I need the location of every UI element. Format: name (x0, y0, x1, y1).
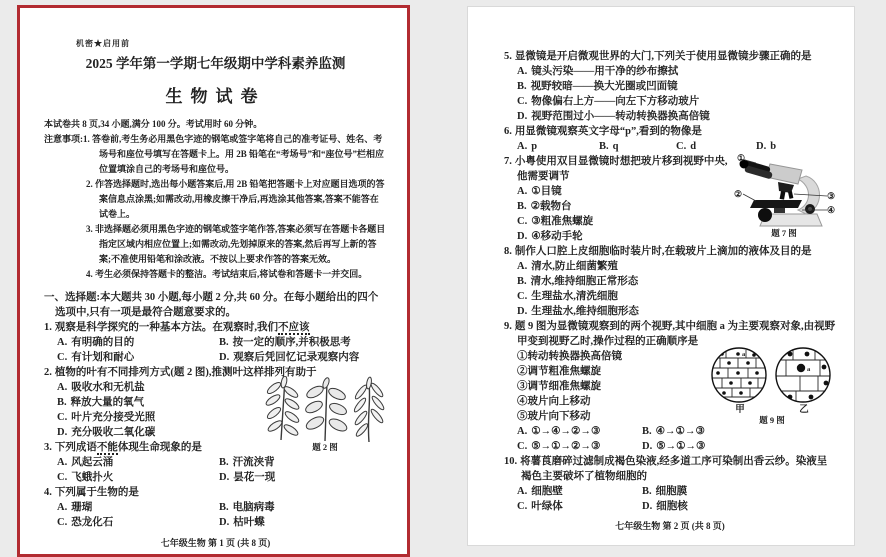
option-group (517, 64, 836, 124)
stem-text: 观察是科学探究的一种基本方法。在观察时,我们 (54, 322, 278, 333)
option-text: 昙花一现 (233, 472, 276, 483)
page-footer: 七年级生物 第 1 页 (共 8 页) (160, 538, 271, 548)
option-text: ③粗准焦螺旋 (531, 216, 594, 227)
callout-4: ④ (827, 205, 836, 215)
option-group (57, 455, 387, 485)
option-text: 枯叶蝶 (233, 517, 265, 528)
note-item: 4. 考生必须保持答题卡的整洁。考试结束后,将试卷和答题卡一并交回。 (86, 269, 368, 279)
option-d (642, 499, 836, 514)
step-item: ③调节细准焦螺旋 (517, 381, 601, 392)
option-letter: D. (57, 427, 68, 438)
option-c (57, 350, 219, 365)
callout-1: ① (737, 153, 746, 163)
stem-text: 下列属于生物的是 (54, 487, 139, 498)
stem-text: 题 9 图为显微镜观察到的两个视野,其中细胞 a 为主要观察对象,由视野甲变到视野乙时,操作过程的正确顺序是 (514, 321, 836, 347)
question-6 (504, 124, 836, 154)
step-item: ①转动转换器换高倍镜 (517, 351, 622, 362)
question-number: 1. (44, 322, 52, 333)
question-number: 3. (44, 442, 52, 453)
question-7 (504, 154, 836, 244)
option-letter: D. (642, 501, 653, 512)
option-text: p (531, 141, 538, 152)
emphasized-text: 不应该 (278, 322, 310, 333)
option-text: 细胞壁 (531, 486, 563, 497)
field-label-yi: 乙 (799, 405, 809, 415)
microscope-illustration (732, 152, 836, 228)
cell-a-label-left: a (742, 351, 746, 358)
option-text: 观察后凭回忆记录观察内容 (233, 352, 360, 363)
question-stem (44, 485, 387, 500)
option-letter: C. (57, 412, 68, 423)
exam-title: 2025 学年第一学期七年级期中学科素养监测 (85, 56, 346, 71)
question-number: 9. (504, 321, 512, 332)
option-c (517, 499, 642, 514)
exam-info: 本试卷共 8 页,34 小题,满分 100 分。考试用时 60 分钟。 (44, 119, 263, 129)
option-c (517, 289, 836, 304)
stem-text: 小粤使用双目显微镜时想把玻片移到视野中央,他需要调节 (514, 156, 728, 182)
option-text: q (612, 141, 619, 152)
option-letter: B. (219, 457, 229, 468)
option-letter: A. (57, 457, 68, 468)
option-text: 清水,防止细菌繁殖 (531, 261, 618, 272)
option-d (219, 515, 387, 530)
option-text: 细胞核 (656, 501, 688, 512)
option-letter: D. (219, 352, 230, 363)
option-text: 视野范围过小——转动转换器换高倍镜 (531, 111, 710, 122)
option-a (517, 64, 836, 79)
option-text: ①目镜 (531, 186, 562, 197)
stem-text: 体现生命现象的是 (117, 442, 202, 453)
option-letter: B. (517, 201, 527, 212)
step-item: ②调节粗准焦螺旋 (517, 366, 601, 377)
option-letter: B. (517, 81, 527, 92)
option-letter: D. (219, 472, 230, 483)
option-b (219, 455, 387, 470)
question-1 (44, 320, 387, 365)
option-group (57, 500, 387, 530)
option-letter: A. (517, 186, 528, 197)
exam-page-1 (17, 5, 410, 557)
option-text: 飞蛾扑火 (71, 472, 114, 483)
option-a (57, 335, 219, 350)
stem-text: 显微镜是开启微观世界的大门,下列关于使用显微镜步骤正确的是 (514, 51, 812, 62)
notes-label: 注意事项: (44, 134, 83, 144)
option-text: 吸收水和无机盐 (71, 382, 145, 393)
option-text: 电脑病毒 (232, 502, 275, 513)
option-letter: A. (517, 141, 528, 152)
option-text: 珊瑚 (71, 502, 93, 513)
note-item: 3. 非选择题必须用黑色字迹的钢笔或签字笔作答,答案必须写在答题卡各题目指定区域内相应位置上;如需改动,先划掉原来的答案,然后再写上新的答案;不准使用铅笔和涂改液。不按以上要求作答的答案无效。 (86, 224, 386, 264)
question-stem (44, 320, 387, 335)
figure-question-7 (732, 152, 836, 239)
option-letter: B. (517, 276, 527, 287)
field-label-jia: 甲 (735, 405, 745, 415)
emphasized-text: 不能 (96, 442, 118, 453)
option-letter: D. (642, 441, 653, 452)
option-text: 清水,维持细胞正常形态 (530, 276, 639, 287)
option-text: 生理盐水,维持细胞形态 (531, 306, 639, 317)
option-text: 按一定的顺序,并积极思考 (232, 337, 351, 348)
figure-question-2 (263, 376, 387, 453)
option-letter: D. (517, 231, 528, 242)
option-b (219, 335, 387, 350)
option-letter: C. (57, 472, 68, 483)
option-letter: A. (517, 261, 528, 272)
option-letter: A. (517, 486, 528, 497)
note-text: 1. 答卷前,考生务必用黑色字迹的钢笔或签字笔将自己的准考证号、姓名、考场号和座位号填写在答题卡上。用 2B 铅笔在“考场号”和“座位号”栏相应位置填涂自己的考场号和座位号。 (83, 134, 385, 174)
stem-text: 用显微镜观察英文字母“p”,看到的物像是 (514, 126, 702, 137)
question-4 (44, 485, 387, 530)
option-letter: A. (57, 382, 68, 393)
note-item (44, 132, 387, 177)
stem-text: 制作人口腔上皮细胞临时装片时,在载玻片上滴加的液体及目的是 (514, 246, 812, 257)
option-letter: B. (642, 486, 652, 497)
option-text: 汗流浃背 (232, 457, 275, 468)
option-text: d (690, 141, 697, 152)
stem-text: 下列成语 (54, 442, 97, 453)
option-a (517, 484, 642, 499)
figure-question-9 (708, 345, 836, 426)
question-stem (504, 454, 836, 484)
option-text: 物像偏右上方——向左下方移动玻片 (531, 96, 700, 107)
microscope-field-views-illustration (708, 345, 836, 407)
option-letter: C. (676, 141, 687, 152)
callout-2: ② (734, 189, 743, 199)
security-note: 机密★启用前 (76, 39, 130, 48)
question-stem (504, 124, 836, 139)
option-c (517, 439, 642, 454)
plant-leaf-arrangement-illustration (263, 376, 387, 442)
option-letter: D. (517, 111, 528, 122)
option-text: ④移动手轮 (531, 231, 583, 242)
question-number: 5. (504, 51, 512, 62)
option-letter: A. (517, 66, 528, 77)
option-letter: C. (517, 216, 528, 227)
option-text: 风起云涌 (71, 457, 114, 468)
option-letter: C. (57, 517, 68, 528)
option-letter: A. (57, 337, 68, 348)
question-stem (504, 244, 836, 259)
option-a (517, 259, 836, 274)
option-letter: B. (219, 502, 229, 513)
option-text: 镜头污染——用干净的纱布擦拭 (531, 66, 679, 77)
option-text: 视野较暗——换大光圈或凹面镜 (530, 81, 678, 92)
option-letter: A. (57, 502, 68, 513)
option-group (517, 484, 836, 514)
note-item: 2. 作答选择题时,选出每小题答案后,用 2B 铅笔把答题卡上对应题目选项的答案信息点涂黑;如需改动,用橡皮擦干净后,再选涂其他答案,答案不能答在试卷上。 (86, 179, 385, 219)
question-number: 10. (504, 456, 518, 467)
option-letter: D. (219, 517, 230, 528)
option-letter: C. (517, 501, 528, 512)
subject-title: 生物试卷 (165, 87, 266, 106)
option-letter: A. (517, 426, 528, 437)
option-letter: B. (642, 426, 652, 437)
question-8 (504, 244, 836, 319)
question-5 (504, 49, 836, 124)
option-a (517, 139, 599, 154)
option-letter: D. (756, 141, 767, 152)
cell-a-label-right: a (807, 366, 811, 373)
option-text: ①→④→②→③ (531, 426, 601, 437)
page-footer: 七年级生物 第 2 页 (共 8 页) (615, 521, 725, 531)
step-item: ⑤玻片向下移动 (517, 411, 591, 422)
option-text: ⑤→①→②→③ (531, 441, 601, 452)
option-group (57, 335, 387, 365)
option-text: 叶绿体 (531, 501, 563, 512)
option-letter: C. (517, 96, 528, 107)
option-d (219, 470, 387, 485)
exam-notes (44, 132, 387, 282)
figure-caption: 题 2 图 (312, 442, 338, 452)
option-text: 释放大量的氧气 (70, 397, 145, 408)
option-b (642, 424, 705, 439)
option-text: 生理盐水,清洗细胞 (531, 291, 618, 302)
option-a (57, 500, 219, 515)
option-b (642, 484, 836, 499)
option-d (517, 304, 836, 319)
field-labels (708, 405, 836, 415)
option-letter: B. (219, 337, 229, 348)
figure-caption: 题 7 图 (771, 228, 797, 238)
question-number: 6. (504, 126, 512, 137)
option-text: 细胞膜 (655, 486, 688, 497)
option-text: ⑤→①→③ (656, 441, 706, 452)
option-letter: C. (57, 352, 68, 363)
option-b (599, 139, 676, 154)
question-number: 7. (504, 156, 512, 167)
option-b (517, 274, 836, 289)
option-letter: B. (57, 397, 67, 408)
option-text: 恐龙化石 (71, 517, 114, 528)
option-text: 有明确的目的 (71, 337, 135, 348)
option-letter: C. (517, 291, 528, 302)
option-group (517, 259, 836, 319)
option-a (57, 455, 219, 470)
option-c (57, 515, 219, 530)
question-stem (504, 49, 836, 64)
step-item: ④玻片向上移动 (517, 396, 591, 407)
option-d (642, 439, 705, 454)
option-a (517, 424, 642, 439)
option-letter: D. (517, 306, 528, 317)
section-header: 一、选择题:本大题共 30 小题,每小题 2 分,共 60 分。在每小题给出的四个选项中,只有一项是最符合题意要求的。 (44, 292, 379, 318)
option-text: b (770, 141, 777, 152)
question-10 (504, 454, 836, 514)
option-text: 有计划和耐心 (71, 352, 135, 363)
question-9 (504, 319, 836, 454)
option-b (517, 79, 836, 94)
option-text: ②载物台 (530, 201, 572, 212)
option-c (517, 94, 836, 109)
stem-text: 植物的叶有不同排列方式(题 2 图),推测叶这样排列有助于 (54, 367, 317, 378)
option-c (676, 139, 756, 154)
option-group (517, 139, 836, 154)
option-text: 叶片充分接受光照 (71, 412, 156, 423)
option-b (219, 500, 387, 515)
option-c (57, 470, 219, 485)
option-d (756, 139, 836, 154)
question-number: 8. (504, 246, 512, 257)
option-text: ④→①→③ (655, 426, 705, 437)
stem-text: 将薯莨磨碎过滤制成褐色染液,经多道工序可染制出香云纱。染液呈褐色主要破坏了植物细胞的 (520, 456, 828, 482)
figure-caption: 题 9 图 (759, 415, 785, 425)
option-group (517, 424, 704, 454)
option-d (517, 109, 836, 124)
option-letter: B. (599, 141, 609, 152)
option-d (219, 350, 387, 365)
question-number: 4. (44, 487, 52, 498)
question-number: 2. (44, 367, 52, 378)
exam-page-2 (467, 6, 855, 546)
callout-3: ③ (827, 191, 836, 201)
option-text: 充分吸收二氧化碳 (71, 427, 156, 438)
option-letter: C. (517, 441, 528, 452)
